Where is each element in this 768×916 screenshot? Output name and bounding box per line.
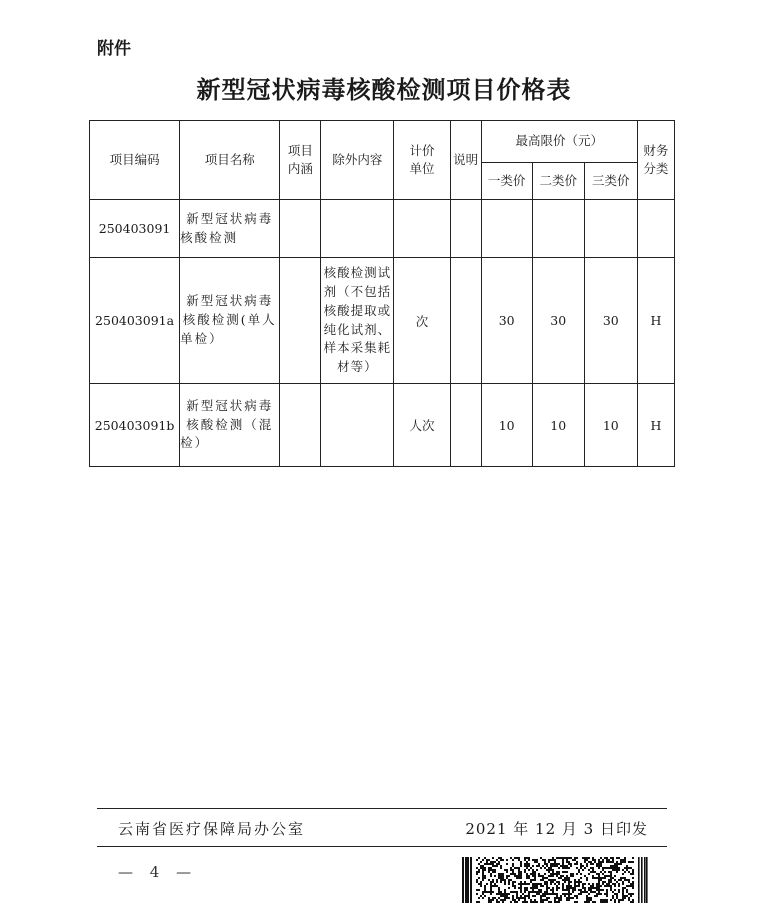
footer-top-divider (97, 808, 667, 809)
row-class1: 10 (481, 384, 532, 467)
row-content (280, 200, 321, 258)
header-name: 项目名称 (180, 121, 280, 200)
page-number: — 4 — (118, 863, 198, 881)
row-notes (450, 258, 481, 384)
row-notes (450, 200, 481, 258)
header-class1: 一类价 (481, 163, 532, 200)
price-table (89, 120, 675, 467)
row-name: 新型冠状病毒核酸检测(单人单检） (180, 258, 280, 384)
header-exclusions: 除外内容 (321, 121, 394, 200)
header-row-1 (90, 121, 675, 163)
header-unit: 计价 单位 (394, 121, 450, 200)
row-class3: 30 (584, 258, 637, 384)
row-name: 新型冠状病毒核酸检测 (180, 200, 280, 258)
row-exclusions: 核酸检测试剂（不包括核酸提取或纯化试剂、样本采集耗材等） (321, 258, 394, 384)
table-row (90, 258, 675, 384)
footer-date: 2021 年 12 月 3 日印发 (465, 820, 648, 838)
row-class2: 10 (532, 384, 584, 467)
row-code: 250403091b (90, 384, 180, 467)
header-class3: 三类价 (584, 163, 637, 200)
row-finance: H (637, 258, 674, 384)
row-name: 新型冠状病毒核酸检测（混检） (180, 384, 280, 467)
row-code: 250403091 (90, 200, 180, 258)
footer-bottom-divider (97, 846, 667, 847)
header-max-price: 最高限价（元） (481, 121, 637, 163)
row-content (280, 258, 321, 384)
header-finance: 财务 分类 (637, 121, 674, 200)
row-class2: 30 (532, 258, 584, 384)
footer-issuer: 云南省医疗保障局办公室 (118, 820, 306, 838)
row-exclusions (321, 384, 394, 467)
barcode-graphic (462, 857, 648, 903)
row-notes (450, 384, 481, 467)
row-finance (637, 200, 674, 258)
header-content: 项目 内涵 (280, 121, 321, 200)
row-unit: 人次 (394, 384, 450, 467)
document-title: 新型冠状病毒核酸检测项目价格表 (196, 75, 572, 104)
header-code: 项目编码 (90, 121, 180, 200)
table-row (90, 200, 675, 258)
row-class3: 10 (584, 384, 637, 467)
row-exclusions (321, 200, 394, 258)
row-class3 (584, 200, 637, 258)
row-class1: 30 (481, 258, 532, 384)
row-class1 (481, 200, 532, 258)
table-row (90, 384, 675, 467)
header-class2: 二类价 (532, 163, 584, 200)
row-code: 250403091a (90, 258, 180, 384)
row-class2 (532, 200, 584, 258)
attachment-label: 附件 (97, 39, 131, 59)
header-notes: 说明 (450, 121, 481, 200)
row-unit: 次 (394, 258, 450, 384)
row-finance: H (637, 384, 674, 467)
row-unit (394, 200, 450, 258)
row-content (280, 384, 321, 467)
